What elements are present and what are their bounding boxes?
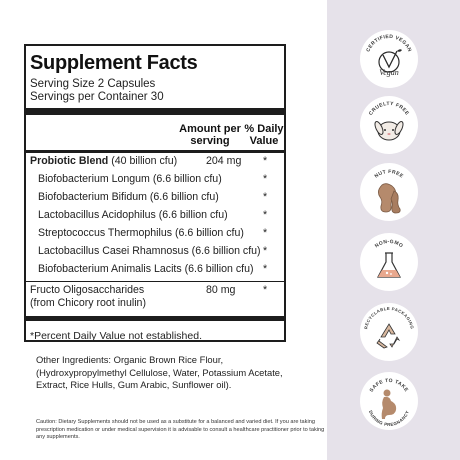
vegan-arc-text: CERTIFIED VEGAN bbox=[365, 33, 413, 53]
vegan-v-icon bbox=[360, 30, 418, 88]
fos-label-line2: (from Chicory root inulin) bbox=[30, 297, 146, 309]
caution-text: Caution: Dietary Supplements should not be used as a substitute for a balanced and varied diet. If you are taking prescription medication or under medical supervision it is advisable to consult a healthcare practitioner prior to taking any supplements. bbox=[36, 419, 325, 441]
nut-free-badge bbox=[360, 163, 418, 221]
peanut-icon bbox=[360, 163, 418, 221]
strain-acidophilus: Lactobacillus Acidophilus (6.6 billion cfu) bbox=[38, 209, 228, 221]
other-ingredients: Other Ingredients: Organic Brown Rice Flour, (Hydroxypropylmethyl Cellulose, Water, Potassium Acetate, Extract, Rice Hulls, Gum Arabic, Sunflower oil). bbox=[36, 354, 283, 391]
recycle-arc-text: RECYCLABLE PACKAGING bbox=[363, 305, 415, 330]
probiotic-blend-bold: Probiotic Blend bbox=[30, 155, 109, 167]
pregnancy-arc-bottom: DURING PREGNANCY bbox=[367, 409, 411, 428]
serving-size: Serving Size 2 Capsules bbox=[30, 78, 156, 90]
certified-vegan-badge bbox=[360, 30, 418, 88]
bunny-icon bbox=[360, 96, 418, 154]
flask-icon bbox=[360, 233, 418, 291]
badge-panel bbox=[327, 0, 460, 460]
facts-title: Supplement Facts bbox=[30, 52, 198, 74]
strain-thermophilus: Streptococcus Thermophilus (6.6 billion cfu) bbox=[38, 227, 244, 239]
cruelty-free-badge bbox=[360, 96, 418, 154]
pregnancy-arc-top: SAFE TO TAKE bbox=[368, 377, 410, 394]
fos-dv: * bbox=[263, 284, 268, 296]
daily-value-header: % Daily Value bbox=[244, 123, 284, 147]
supplement-facts-panel bbox=[24, 44, 286, 342]
strain-bifidum-dv: * bbox=[263, 191, 268, 203]
probiotic-blend-amount: 204 mg bbox=[206, 155, 242, 167]
strain-longum-dv: * bbox=[263, 173, 268, 185]
probiotic-blend-label bbox=[30, 155, 177, 168]
non-gmo-badge bbox=[360, 233, 418, 291]
strain-acidophilus-dv: * bbox=[263, 209, 268, 221]
amount-per-serving-header: Amount per serving bbox=[179, 123, 241, 147]
strain-animalis: Biofobacterium Animalis Lacits (6.6 billion cfu) bbox=[38, 263, 254, 275]
strain-animalis-dv: * bbox=[263, 263, 268, 275]
fos-label-line1: Fructo Oligosaccharides bbox=[30, 284, 145, 296]
servings-per-container: Servings per Container 30 bbox=[30, 91, 164, 103]
safe-during-pregnancy-badge bbox=[360, 372, 418, 430]
recycle-icon bbox=[360, 303, 418, 361]
recyclable-packaging-badge bbox=[360, 303, 418, 361]
row-divider bbox=[26, 281, 284, 282]
fos-amount: 80 mg bbox=[206, 284, 236, 296]
header-rule bbox=[26, 150, 284, 153]
pregnant-woman-icon bbox=[360, 372, 418, 430]
footer-rule bbox=[26, 316, 284, 321]
dv-footnote: *Percent Daily Value not established. bbox=[30, 330, 202, 342]
nut-arc-text: NUT FREE bbox=[373, 168, 405, 180]
strain-longum: Biofobacterium Longum (6.6 billion cfu) bbox=[38, 173, 222, 185]
gmo-arc-text: NON-GMO bbox=[373, 238, 405, 250]
strain-rhamnosus: Lactobacillus Casei Rhamnosus (6.6 billion cfu) bbox=[38, 245, 261, 257]
thick-rule bbox=[26, 108, 284, 115]
strain-bifidum: Biofobacterium Bifidum (6.6 billion cfu) bbox=[38, 191, 219, 203]
strain-thermophilus-dv: * bbox=[263, 227, 268, 239]
probiotic-blend-cfu: (40 billion cfu) bbox=[108, 155, 178, 167]
probiotic-blend-dv: * bbox=[263, 155, 268, 167]
strain-rhamnosus-dv: * bbox=[263, 245, 268, 257]
cruelty-arc-text: CRUELTY FREE bbox=[367, 100, 411, 117]
vegan-center-text: Vegan bbox=[379, 68, 399, 77]
